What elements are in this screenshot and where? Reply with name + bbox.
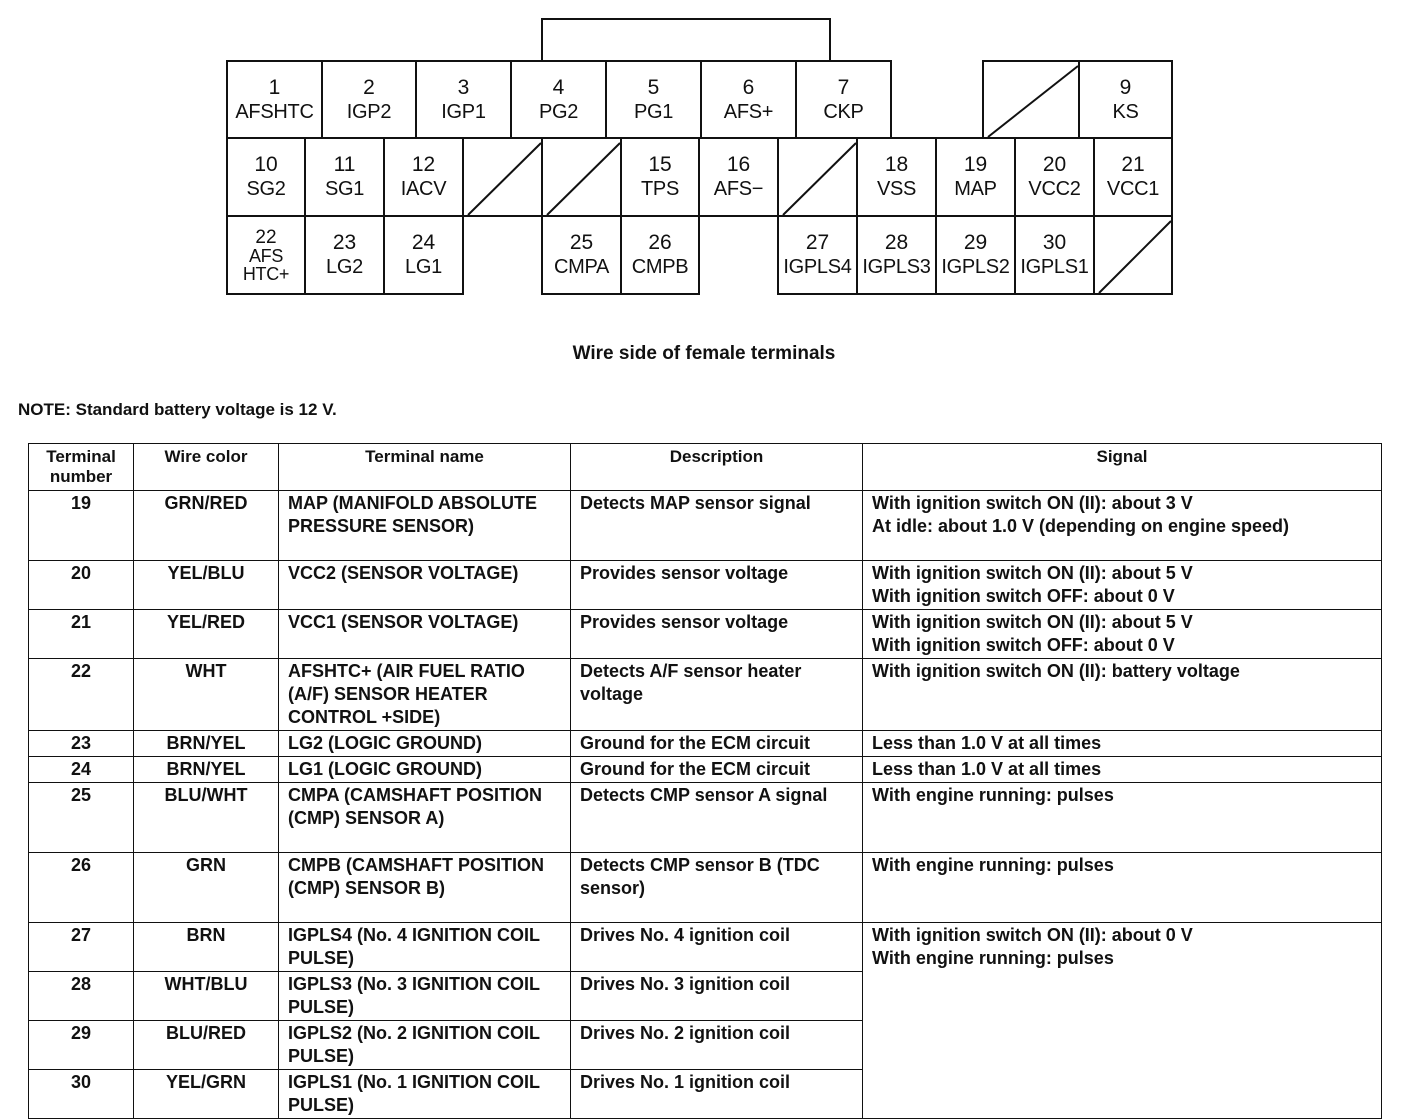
- terminal-label: PG1: [633, 100, 674, 123]
- cell-wire-color: YEL/GRN: [134, 1070, 279, 1119]
- cell-description: Ground for the ECM circuit: [571, 757, 863, 783]
- table-row: [29, 659, 1382, 731]
- cell-terminal-name: MAP (MANIFOLD ABSOLUTE PRESSURE SENSOR): [279, 491, 571, 561]
- cell-wire-color: BLU/WHT: [134, 783, 279, 853]
- cell-description: Drives No. 1 ignition coil: [571, 1070, 863, 1119]
- header-description: Description: [571, 444, 863, 491]
- cell-terminal: 27: [29, 923, 134, 972]
- cell-description: Detects MAP sensor signal: [571, 491, 863, 561]
- terminal-number: 6: [742, 75, 755, 99]
- terminal-9: [1078, 60, 1173, 139]
- terminal-label: KS: [1112, 100, 1139, 123]
- cell-terminal-name: IGPLS4 (No. 4 IGNITION COIL PULSE): [279, 923, 571, 972]
- terminal-number: 19: [963, 153, 988, 176]
- terminal-number: 2: [363, 75, 375, 99]
- table-row: [29, 731, 1382, 757]
- header-terminal-number: [29, 444, 134, 491]
- cell-terminal: 20: [29, 561, 134, 610]
- header-text: number: [49, 467, 113, 486]
- cell-terminal: 30: [29, 1070, 134, 1119]
- cell-terminal-name: LG2 (LOGIC GROUND): [279, 731, 571, 757]
- signal-line: With ignition switch ON (II): about 5 V: [872, 563, 1193, 583]
- cell-terminal-name: VCC2 (SENSOR VOLTAGE): [279, 561, 571, 610]
- terminal-label: IGPLS1: [1020, 256, 1089, 278]
- terminal-label: AFS+: [723, 100, 774, 123]
- terminal-label: IGP2: [346, 100, 392, 123]
- terminal-label: IGPLS3: [862, 256, 931, 278]
- terminal-number: 26: [648, 231, 672, 254]
- terminal-blank: [1093, 215, 1173, 295]
- terminal-1: [226, 60, 323, 139]
- terminal-number: 29: [963, 231, 988, 254]
- terminal-blank: [462, 137, 543, 217]
- terminal-label: SG1: [324, 178, 365, 200]
- cell-terminal-name: IGPLS1 (No. 1 IGNITION COIL PULSE): [279, 1070, 571, 1119]
- cell-signal: With engine running: pulses: [863, 783, 1382, 853]
- terminal-number: 22: [255, 226, 277, 248]
- header-wire-color: Wire color: [134, 444, 279, 491]
- terminal-label: IACV: [400, 178, 447, 200]
- cell-signal: Less than 1.0 V at all times: [863, 757, 1382, 783]
- terminal-number: 10: [254, 153, 278, 176]
- cell-signal: With ignition switch ON (II): battery voltage: [863, 659, 1382, 731]
- cell-description: Detects CMP sensor B (TDC sensor): [571, 853, 863, 923]
- cell-signal: With engine running: pulses: [863, 853, 1382, 923]
- cell-terminal-name: IGPLS2 (No. 2 IGNITION COIL PULSE): [279, 1021, 571, 1070]
- terminal-blank: [982, 60, 1080, 139]
- cell-terminal-name: LG1 (LOGIC GROUND): [279, 757, 571, 783]
- terminal-label: AFS: [248, 245, 284, 266]
- terminal-number: 15: [648, 153, 672, 176]
- cell-signal: Less than 1.0 V at all times: [863, 731, 1382, 757]
- cell-description: Ground for the ECM circuit: [571, 731, 863, 757]
- terminal-21: [1093, 137, 1173, 217]
- terminal-number: 25: [569, 231, 594, 254]
- cell-terminal-name: AFSHTC+ (AIR FUEL RATIO (A/F) SENSOR HEATER CONTROL +SIDE): [279, 659, 571, 731]
- terminal-number: 28: [884, 231, 909, 254]
- terminal-number: 7: [837, 75, 850, 99]
- cell-wire-color: WHT/BLU: [134, 972, 279, 1021]
- signal-line: With ignition switch ON (II): about 5 V: [872, 612, 1193, 632]
- cell-description: Provides sensor voltage: [571, 610, 863, 659]
- signal-line: With ignition switch OFF: about 0 V: [872, 635, 1175, 655]
- terminal-label: MAP: [954, 178, 997, 200]
- terminal-label: LG1: [405, 256, 442, 278]
- cell-wire-color: BRN/YEL: [134, 757, 279, 783]
- cell-wire-color: YEL/BLU: [134, 561, 279, 610]
- signal-line: With ignition switch ON (II): about 3 V: [872, 493, 1193, 513]
- terminal-label: IGPLS2: [941, 256, 1010, 278]
- terminal-24: [383, 215, 464, 295]
- cell-wire-color: WHT: [134, 659, 279, 731]
- cell-terminal: 25: [29, 783, 134, 853]
- table-row: [29, 491, 1382, 561]
- terminal-23: [304, 215, 385, 295]
- cell-description: Provides sensor voltage: [571, 561, 863, 610]
- cell-terminal: 28: [29, 972, 134, 1021]
- cell-description: Detects A/F sensor heater voltage: [571, 659, 863, 731]
- signal-line: At idle: about 1.0 V (depending on engine speed): [872, 516, 1290, 536]
- terminal-label: PG2: [538, 100, 579, 123]
- terminal-label: HTC+: [242, 263, 290, 284]
- terminal-29: [935, 215, 1016, 295]
- table-row: [29, 923, 1382, 972]
- signal-line: With ignition switch OFF: about 0 V: [872, 586, 1175, 606]
- cell-wire-color: GRN/RED: [134, 491, 279, 561]
- terminal-27: [777, 215, 858, 295]
- signal-line: With ignition switch ON (II): about 0 V: [872, 925, 1193, 945]
- cell-terminal-name: IGPLS3 (No. 3 IGNITION COIL PULSE): [279, 972, 571, 1021]
- terminal-number: 30: [1042, 231, 1067, 254]
- terminal-number: 18: [884, 153, 909, 176]
- terminal-5: [605, 60, 702, 139]
- cell-signal: [863, 923, 1382, 1119]
- terminal-spec-table: [28, 443, 1382, 1119]
- terminal-number: 9: [1119, 75, 1132, 99]
- table-row: [29, 757, 1382, 783]
- cell-terminal: 19: [29, 491, 134, 561]
- cell-wire-color: YEL/RED: [134, 610, 279, 659]
- terminal-number: 11: [333, 153, 356, 176]
- terminal-label: CMPA: [553, 256, 610, 278]
- table-row: [29, 853, 1382, 923]
- terminal-number: 21: [1121, 153, 1145, 176]
- cell-description: Drives No. 3 ignition coil: [571, 972, 863, 1021]
- terminal-label: CKP: [823, 100, 864, 123]
- table-row: [29, 561, 1382, 610]
- terminal-label: IGPLS4: [783, 256, 852, 278]
- terminal-10: [226, 137, 306, 217]
- battery-voltage-note: NOTE: Standard battery voltage is 12 V.: [18, 400, 337, 419]
- terminal-label: VCC1: [1106, 178, 1160, 200]
- terminal-22: [226, 215, 306, 295]
- terminal-4: [510, 60, 607, 139]
- header-signal: Signal: [863, 444, 1382, 491]
- cell-description: Drives No. 4 ignition coil: [571, 923, 863, 972]
- cell-description: Detects CMP sensor A signal: [571, 783, 863, 853]
- terminal-number: 27: [805, 231, 830, 254]
- terminal-number: 20: [1042, 153, 1067, 176]
- cell-terminal-name: CMPB (CAMSHAFT POSITION (CMP) SENSOR B): [279, 853, 571, 923]
- cell-terminal: 23: [29, 731, 134, 757]
- cell-signal: [863, 561, 1382, 610]
- terminal-30: [1014, 215, 1095, 295]
- terminal-label: SG2: [246, 178, 286, 200]
- terminal-label: VCC2: [1028, 178, 1081, 200]
- cell-wire-color: BRN/YEL: [134, 731, 279, 757]
- terminal-18: [856, 137, 937, 217]
- terminal-blank: [777, 137, 858, 217]
- terminal-7: [795, 60, 892, 139]
- terminal-number: 3: [457, 75, 470, 99]
- cell-terminal-name: CMPA (CAMSHAFT POSITION (CMP) SENSOR A): [279, 783, 571, 853]
- cell-signal: [863, 491, 1382, 561]
- terminal-label: CMPB: [631, 256, 689, 278]
- cell-wire-color: BRN: [134, 923, 279, 972]
- terminal-20: [1014, 137, 1095, 217]
- cell-signal: [863, 610, 1382, 659]
- diagram-caption: Wire side of female terminals: [572, 343, 836, 364]
- cell-terminal: 24: [29, 757, 134, 783]
- cell-terminal: 22: [29, 659, 134, 731]
- terminal-label: LG2: [326, 256, 363, 278]
- terminal-6: [700, 60, 797, 139]
- connector-latch-tab: [541, 18, 831, 62]
- terminal-3: [415, 60, 512, 139]
- terminal-label: TPS: [641, 178, 679, 200]
- terminal-number: 24: [411, 231, 436, 254]
- terminal-number: 1: [268, 75, 281, 99]
- terminal-number: 23: [332, 231, 357, 254]
- cell-terminal-name: VCC1 (SENSOR VOLTAGE): [279, 610, 571, 659]
- cell-wire-color: BLU/RED: [134, 1021, 279, 1070]
- header-text: Terminal: [46, 447, 116, 466]
- signal-line: With engine running: pulses: [872, 948, 1114, 968]
- cell-terminal: 21: [29, 610, 134, 659]
- terminal-12: [383, 137, 464, 217]
- terminal-11: [304, 137, 385, 217]
- terminal-25: [541, 215, 622, 295]
- table-row: [29, 783, 1382, 853]
- terminal-label: VSS: [876, 178, 917, 200]
- terminal-19: [935, 137, 1016, 217]
- terminal-26: [620, 215, 700, 295]
- terminal-28: [856, 215, 937, 295]
- terminal-number: 16: [726, 153, 751, 176]
- terminal-label: IGP1: [441, 100, 486, 123]
- connector-diagram: [0, 0, 1408, 300]
- terminal-number: 4: [552, 75, 565, 99]
- terminal-number: 12: [411, 153, 436, 176]
- cell-terminal: 29: [29, 1021, 134, 1070]
- table-header-row: [29, 444, 1382, 491]
- terminal-blank: [541, 137, 622, 217]
- terminal-number: 5: [647, 75, 660, 99]
- terminal-15: [620, 137, 700, 217]
- cell-description: Drives No. 2 ignition coil: [571, 1021, 863, 1070]
- header-terminal-name: Terminal name: [279, 444, 571, 491]
- cell-wire-color: GRN: [134, 853, 279, 923]
- terminal-label: AFSHTC: [235, 100, 314, 123]
- terminal-2: [321, 60, 417, 139]
- terminal-label: AFS−: [713, 178, 764, 200]
- cell-terminal: 26: [29, 853, 134, 923]
- table-row: [29, 610, 1382, 659]
- terminal-16: [698, 137, 779, 217]
